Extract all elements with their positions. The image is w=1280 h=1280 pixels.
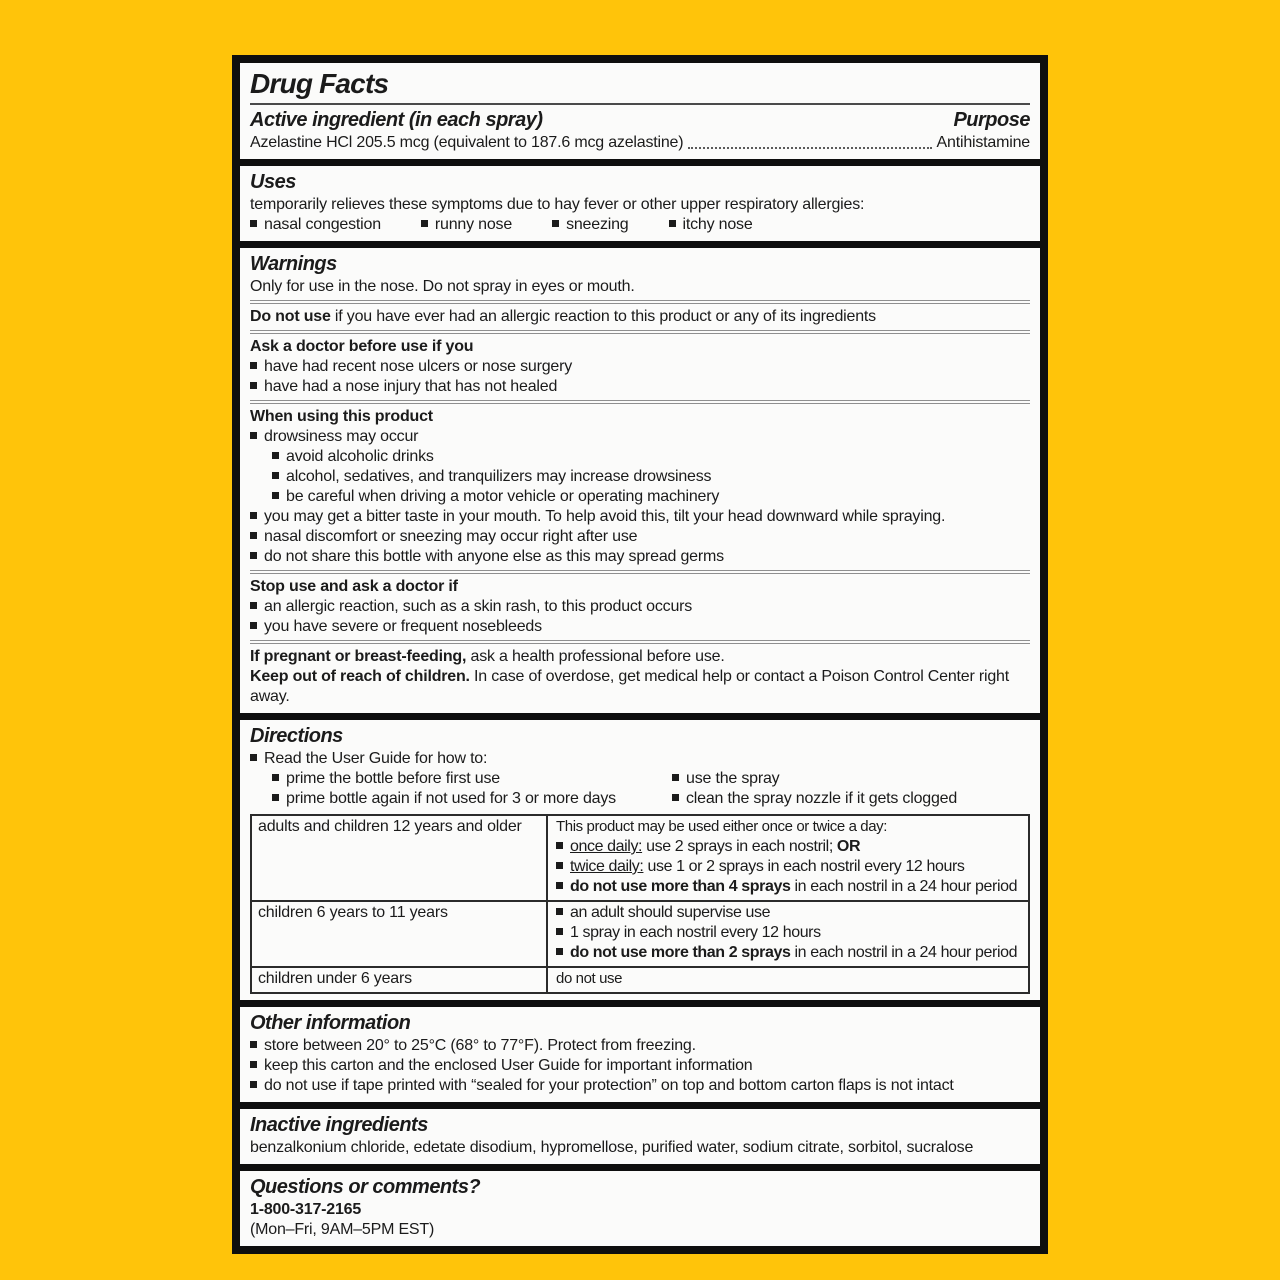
directions-sub-list: [250, 769, 1030, 809]
list-item-text: have had a nose injury that has not healed: [264, 378, 558, 395]
bullet-icon: [250, 1081, 257, 1088]
active-ingredient-row: [250, 133, 1030, 153]
bullet-icon: [669, 220, 676, 227]
bullet-icon: [552, 220, 559, 227]
stop-use-heading: Stop use and ask a doctor if: [250, 578, 458, 595]
list-item-text: do not use if tape printed with “sealed for your protection” on top and bottom carton flaps is not intact: [264, 1077, 954, 1094]
list-item: [669, 215, 753, 235]
phone-number: 1-800-317-2165: [250, 1201, 362, 1218]
keep-lead: Keep out of reach of children.: [250, 668, 470, 685]
questions-heading: Questions or comments?: [250, 1176, 481, 1198]
bullet-icon: [556, 882, 563, 889]
active-ingredient-heading: Active ingredient (in each spray): [250, 109, 543, 131]
list-item-text: prime bottle again if not used for 3 or more days: [286, 790, 616, 807]
list-item-text: nasal discomfort or sneezing may occur right after use: [264, 528, 638, 545]
uses-heading: Uses: [250, 171, 296, 193]
list-item: [250, 1056, 1030, 1076]
uses-symptom-list: [250, 215, 1030, 235]
warning-divider: [250, 400, 1030, 404]
bullet-icon: [272, 492, 279, 499]
dosage-limit: do not use more than 4 sprays: [570, 878, 791, 895]
bullet-icon: [250, 432, 257, 439]
warning-divider: [250, 300, 1030, 304]
bullet-icon: [272, 794, 279, 801]
phone-hours: (Mon–Fri, 9AM–5PM EST): [250, 1221, 435, 1238]
bullet-icon: [250, 532, 257, 539]
section-uses: [240, 166, 1040, 241]
list-item: [272, 769, 672, 789]
bullet-icon: [556, 862, 563, 869]
bullet-icon: [672, 774, 679, 781]
list-item-text: keep this carton and the enclosed User Guide for important information: [264, 1057, 753, 1074]
age-group-cell: children under 6 years: [252, 968, 548, 992]
section-other-information: [240, 1007, 1040, 1102]
list-item: [250, 597, 1030, 617]
dosage-cell: [548, 816, 1028, 900]
list-item: [250, 1076, 1030, 1096]
when-using-heading: When using this product: [250, 408, 433, 425]
bullet-icon: [672, 794, 679, 801]
list-item-text: drowsiness may occur: [264, 428, 419, 445]
list-item: [250, 215, 381, 235]
inactive-ingredients-list: benzalkonium chloride, edetate disodium, hypromellose, purified water, sodium citrate, sorbitol, sucralose: [250, 1139, 974, 1156]
drug-facts-title: Drug Facts: [250, 68, 389, 99]
bullet-icon: [250, 622, 257, 629]
list-item: [250, 487, 1030, 507]
list-item: [556, 943, 1020, 963]
bullet-icon: [250, 512, 257, 519]
list-item: [250, 527, 1030, 547]
list-item-text: nasal congestion: [264, 216, 381, 233]
list-item-text: have had recent nose ulcers or nose surgery: [264, 358, 573, 375]
list-item: [556, 837, 1020, 857]
list-item: [250, 377, 1030, 397]
bullet-icon: [250, 1041, 257, 1048]
section-inactive-ingredients: [240, 1109, 1040, 1164]
dosage-limit: do not use more than 2 sprays: [570, 944, 791, 961]
dosage-text: in each nostril in a 24 hour period: [790, 878, 1018, 895]
list-item-text: use the spray: [686, 770, 780, 787]
drug-facts-panel: [232, 55, 1048, 1254]
list-item-text: runny nose: [434, 216, 513, 233]
bullet-icon: [272, 452, 279, 459]
dosage-text: use 1 or 2 sprays in each nostril every 12 hours: [643, 858, 965, 875]
list-item-text: be careful when driving a motor vehicle or operating machinery: [286, 488, 720, 505]
list-item: [250, 749, 1030, 769]
age-group-cell: adults and children 12 years and older: [252, 816, 548, 900]
list-item-text: an adult should supervise use: [570, 904, 771, 921]
section-directions: [240, 720, 1040, 1000]
section-warnings: [240, 248, 1040, 713]
bullet-icon: [250, 754, 257, 761]
list-item-text: clean the spray nozzle if it gets clogged: [686, 790, 958, 807]
uses-intro: temporarily relieves these symptoms due to hay fever or other upper respiratory allergies:: [250, 196, 865, 213]
warning-divider: [250, 570, 1030, 574]
dotted-leader: [688, 147, 931, 149]
other-information-heading: Other information: [250, 1012, 411, 1034]
bullet-icon: [272, 774, 279, 781]
list-item: [250, 1036, 1030, 1056]
dosage-or: OR: [836, 838, 861, 855]
dosage-table: [250, 814, 1030, 994]
bullet-icon: [556, 928, 563, 935]
list-item-text: sneezing: [566, 216, 629, 233]
bullet-icon: [272, 472, 279, 479]
purpose-value: Antihistamine: [936, 134, 1030, 151]
bullet-icon: [250, 362, 257, 369]
list-item: [272, 789, 672, 809]
list-item-text: do not share this bottle with anyone else as this may spread germs: [264, 548, 724, 565]
dosage-intro: This product may be used either once or twice a day:: [556, 818, 888, 835]
bullet-icon: [556, 842, 563, 849]
active-purpose-row: [250, 108, 1030, 133]
list-item: [421, 215, 512, 235]
table-row: [252, 816, 1028, 900]
dosage-cell: [548, 902, 1028, 966]
bullet-icon: [250, 1061, 257, 1068]
list-item: [250, 467, 1030, 487]
dosage-frequency: once daily:: [570, 838, 643, 855]
list-item-text: store between 20° to 25°C (68° to 77°F). Protect from freezing.: [264, 1037, 696, 1054]
list-item: [556, 857, 1020, 877]
keep-rest: In case of overdose, get medical help or contact a Poison Control Center right away.: [250, 668, 1009, 705]
list-item-text: avoid alcoholic drinks: [286, 448, 434, 465]
list-item: [250, 617, 1030, 637]
keep-out-of-reach-line: [250, 667, 1030, 707]
table-row: [252, 900, 1028, 966]
dosage-text: use 2 sprays in each nostril;: [642, 838, 837, 855]
bullet-icon: [421, 220, 428, 227]
pregnant-rest: ask a health professional before use.: [466, 648, 725, 665]
list-item: [250, 507, 1030, 527]
list-item: [672, 789, 1030, 809]
warnings-only-for-nose: Only for use in the nose. Do not spray in eyes or mouth.: [250, 278, 635, 295]
dosage-frequency: twice daily:: [570, 858, 644, 875]
bullet-icon: [250, 220, 257, 227]
list-item: [552, 215, 628, 235]
do-not-use-lead: Do not use: [250, 308, 331, 325]
pregnant-line: [250, 647, 1030, 667]
list-item: [250, 357, 1030, 377]
list-item-text: you have severe or frequent nosebleeds: [264, 618, 542, 635]
list-item-text: an allergic reaction, such as a skin rash, to this product occurs: [264, 598, 693, 615]
bullet-icon: [556, 948, 563, 955]
list-item-text: 1 spray in each nostril every 12 hours: [570, 924, 821, 941]
list-item-text: you may get a bitter taste in your mouth. To help avoid this, tilt your head downward while spraying.: [264, 508, 946, 525]
list-item: [672, 769, 1030, 789]
purpose-heading: Purpose: [953, 109, 1030, 131]
title-divider: [250, 103, 1030, 105]
do-not-use-line: [250, 307, 1030, 327]
list-item: [556, 923, 1020, 943]
bullet-icon: [250, 602, 257, 609]
warnings-heading: Warnings: [250, 253, 337, 275]
warning-divider: [250, 330, 1030, 334]
active-ingredient-value: Azelastine HCl 205.5 mcg (equivalent to 187.6 mcg azelastine): [250, 134, 684, 151]
list-item-text: alcohol, sedatives, and tranquilizers may increase drowsiness: [286, 468, 712, 485]
table-row: [252, 966, 1028, 992]
list-item: [250, 447, 1030, 467]
warning-divider: [250, 640, 1030, 644]
bullet-icon: [556, 908, 563, 915]
inactive-ingredients-heading: Inactive ingredients: [250, 1114, 428, 1136]
do-not-use-rest: if you have ever had an allergic reaction to this product or any of its ingredients: [330, 308, 876, 325]
list-item-text: itchy nose: [682, 216, 753, 233]
list-item-text: prime the bottle before first use: [286, 770, 500, 787]
dosage-cell: do not use: [556, 970, 623, 987]
list-item: [250, 427, 1030, 447]
pregnant-lead: If pregnant or breast-feeding,: [250, 648, 467, 665]
list-item-text: Read the User Guide for how to:: [264, 750, 488, 767]
list-item: [556, 877, 1020, 897]
bullet-icon: [250, 552, 257, 559]
section-header: [240, 63, 1040, 159]
ask-doctor-heading: Ask a doctor before use if you: [250, 338, 474, 355]
list-item: [556, 903, 1020, 923]
bullet-icon: [250, 382, 257, 389]
dosage-text: in each nostril in a 24 hour period: [790, 944, 1018, 961]
age-group-cell: children 6 years to 11 years: [252, 902, 548, 966]
list-item: [250, 547, 1030, 567]
directions-heading: Directions: [250, 725, 343, 747]
section-questions: [240, 1171, 1040, 1246]
